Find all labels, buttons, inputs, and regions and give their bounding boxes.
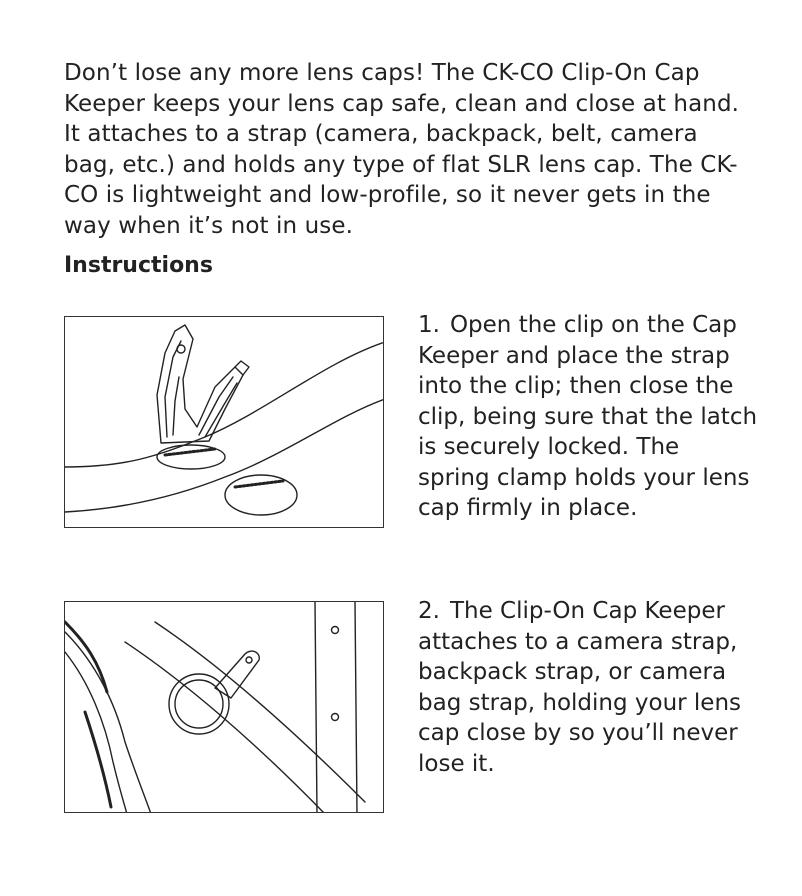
instructions-heading: Instructions (64, 253, 213, 278)
step-2-description: The Clip-On Cap Keeper attaches to a camera strap, backpack strap, or camera bag strap, holding your lens cap close by so you’ll never lose it. (418, 598, 742, 777)
step-2-illustration (64, 601, 384, 813)
clip-illustration (215, 651, 259, 698)
step-1-illustration (64, 316, 384, 528)
intro-paragraph: Don’t lose any more lens caps! The CK-CO Clip-On Cap Keeper keeps your lens cap safe, clean and close at hand. It attaches to a strap (camera, backpack, belt, camera bag, etc.) and holds any type of flat SLR lens cap. The CK-CO is lightweight and low-profile, so it never gets in the way when it’s not in use. (64, 60, 740, 239)
step-2-number: 2. (418, 598, 440, 624)
step-1-text (418, 310, 758, 524)
step-1-description: Open the clip on the Cap Keeper and place the strap into the clip; then close the clip, being sure that the latch is securely locked. The spring clamp holds your lens cap firmly in place. (418, 312, 758, 521)
backpack-illustration (65, 632, 151, 813)
strap-illustration (125, 642, 325, 813)
lens-cap-illustration (225, 475, 297, 515)
step-2-text (418, 596, 758, 779)
step-1-number: 1. (418, 312, 440, 338)
